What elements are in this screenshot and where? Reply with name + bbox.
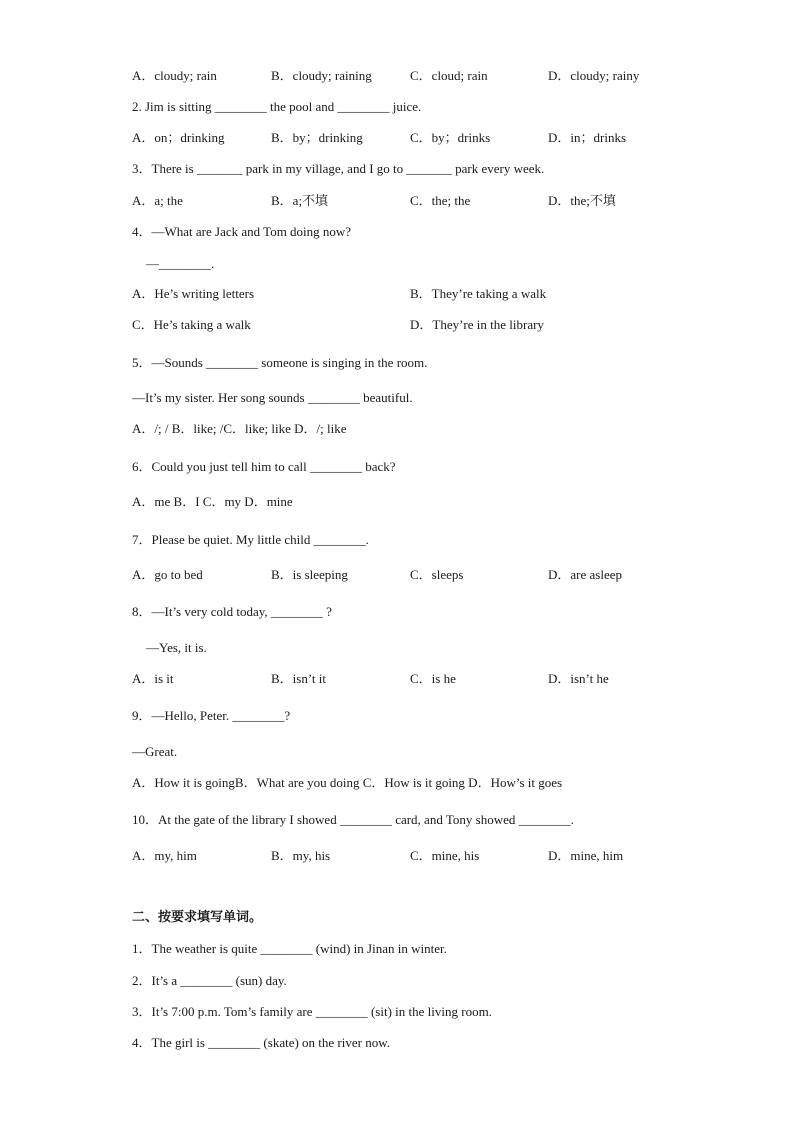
option-d: D．are asleep xyxy=(548,567,622,582)
option-b: B．isn’t it xyxy=(271,671,327,686)
option-d: D．cloudy; rainy xyxy=(548,68,640,83)
option-b: B．by；drinking xyxy=(271,130,363,145)
option-c: C．by；drinks xyxy=(410,130,491,145)
question-8-answer-line: —Yes, it is. xyxy=(146,640,207,655)
option-d: D．They’re in the library xyxy=(410,317,544,332)
option-a: A．a; the xyxy=(132,193,183,208)
question-5-answer-line: —It’s my sister. Her song sounds ________ beautiful. xyxy=(132,390,413,405)
question-7-stem: 7．Please be quiet. My little child ________. xyxy=(132,532,369,547)
option-d: D．mine, him xyxy=(548,848,624,863)
section-2-item-2: 2．It’s a ________ (sun) day. xyxy=(132,973,287,988)
question-10-stem: 10．At the gate of the library I showed ________ card, and Tony showed ________. xyxy=(132,812,574,827)
option-d: D．isn’t he xyxy=(548,671,609,686)
option-b: B．cloudy; raining xyxy=(271,68,372,83)
option-c: C．cloud; rain xyxy=(410,68,488,83)
section-2-title: 二、按要求填写单词。 xyxy=(132,910,263,925)
section-2-item-1: 1．The weather is quite ________ (wind) in Jinan in winter. xyxy=(132,941,447,956)
question-4-answer-line: —________. xyxy=(146,256,215,271)
question-9-stem: 9．—Hello, Peter. ________? xyxy=(132,708,291,723)
option-c: C．the; the xyxy=(410,193,471,208)
option-d: D．in；drinks xyxy=(548,130,627,145)
question-3-stem: 3．There is _______ park in my village, and I go to _______ park every week. xyxy=(132,161,545,176)
option-b: B．my, his xyxy=(271,848,331,863)
section-2-item-3: 3．It’s 7:00 p.m. Tom’s family are ________ (sit) in the living room. xyxy=(132,1004,492,1019)
section-2-item-4: 4．The girl is ________ (skate) on the river now. xyxy=(132,1035,391,1050)
option-b: B．a;不填 xyxy=(271,193,329,208)
option-a: A．is it xyxy=(132,671,174,686)
question-5-options: A．/; / B．like; /C．like; like D．/; like xyxy=(132,421,347,436)
question-4-stem: 4．—What are Jack and Tom doing now? xyxy=(132,224,352,239)
question-5-stem: 5．—Sounds ________ someone is singing in the room. xyxy=(132,355,428,370)
option-c: C．mine, his xyxy=(410,848,480,863)
option-a: A．on；drinking xyxy=(132,130,225,145)
option-c: C．is he xyxy=(410,671,456,686)
question-2-stem: 2. Jim is sitting ________ the pool and ________ juice. xyxy=(132,99,422,114)
question-9-options: A．How it is goingB．What are you doing C．How is it going D．How’s it goes xyxy=(132,775,563,790)
question-6-options: A．me B．I C．my D．mine xyxy=(132,494,293,509)
option-b: B．is sleeping xyxy=(271,567,348,582)
option-a: A．He’s writing letters xyxy=(132,286,255,301)
option-a: A．go to bed xyxy=(132,567,203,582)
option-b: B．They’re taking a walk xyxy=(410,286,547,301)
question-9-answer-line: —Great. xyxy=(132,744,178,759)
option-a: A．cloudy; rain xyxy=(132,68,217,83)
option-a: A．my, him xyxy=(132,848,197,863)
option-d: D．the;不填 xyxy=(548,193,616,208)
option-c: C．He’s taking a walk xyxy=(132,317,251,332)
question-8-stem: 8．—It’s very cold today, ________ ? xyxy=(132,604,332,619)
question-6-stem: 6．Could you just tell him to call ________ back? xyxy=(132,459,396,474)
option-c: C．sleeps xyxy=(410,567,464,582)
